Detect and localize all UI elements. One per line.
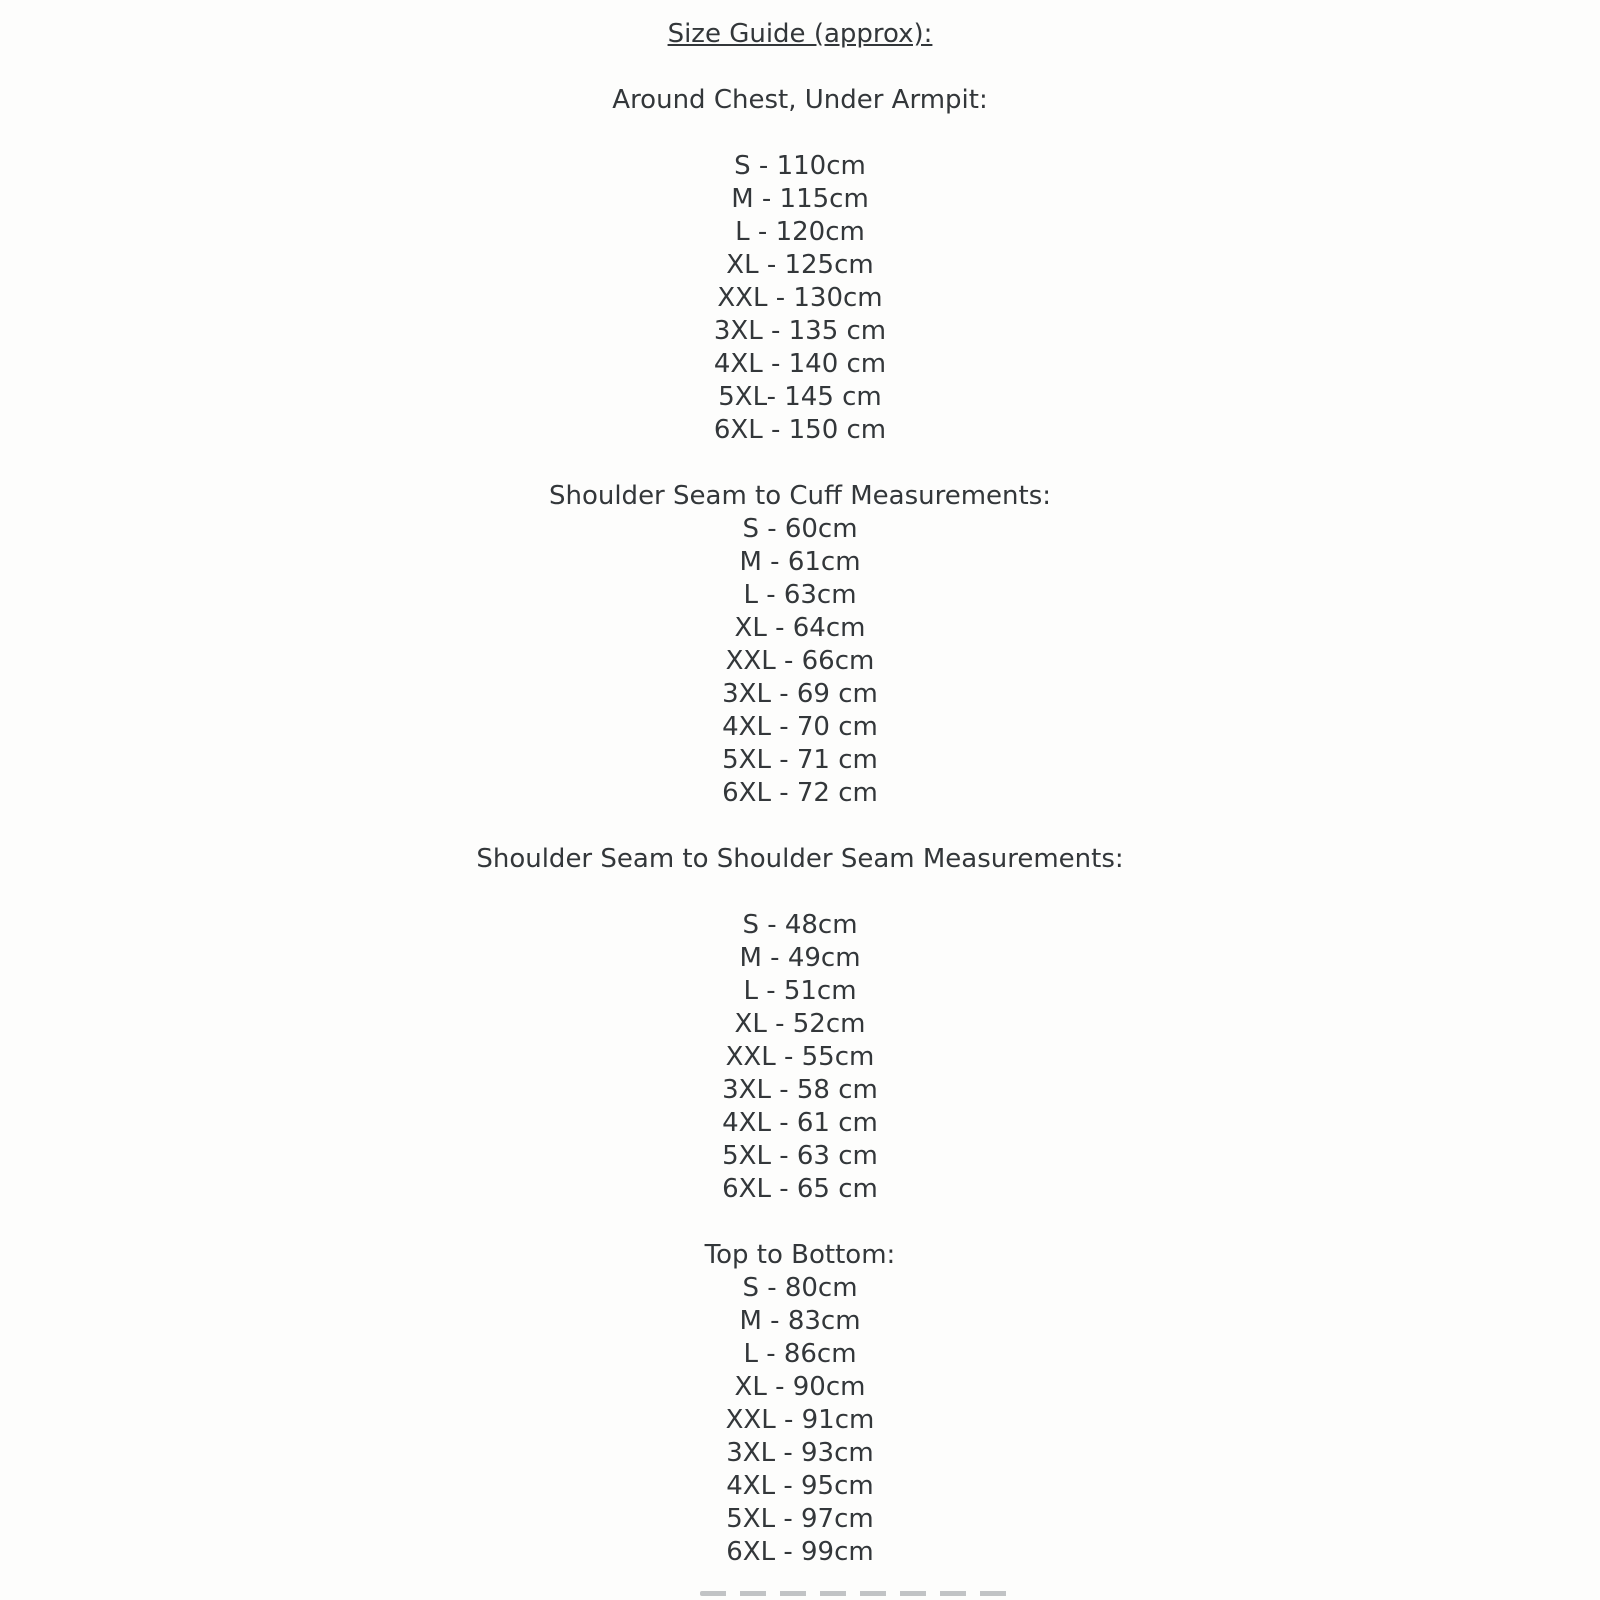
size-line: M - 49cm (739, 943, 861, 973)
section-shoulder-to-cuff (0, 480, 1600, 810)
size-line: L - 86cm (743, 1339, 857, 1369)
size-line: 6XL - 150 cm (713, 415, 887, 445)
size-line: L - 120cm (735, 217, 865, 247)
size-list-top-to-bottom (0, 1272, 1600, 1569)
size-line: XL - 52cm (734, 1009, 866, 1039)
size-line: L - 51cm (743, 976, 857, 1006)
size-line: 4XL - 61 cm (722, 1108, 878, 1138)
size-line: XXL - 130cm (717, 283, 883, 313)
size-line: S - 110cm (734, 151, 866, 181)
size-line: XL - 125cm (726, 250, 874, 280)
size-line: M - 61cm (739, 547, 861, 577)
cutoff-text-remnant (700, 1591, 1020, 1596)
size-line: L - 63cm (743, 580, 857, 610)
size-line: 3XL - 93cm (726, 1438, 874, 1468)
section-header-top-to-bottom: Top to Bottom: (704, 1240, 896, 1270)
size-line: 5XL - 63 cm (722, 1141, 878, 1171)
size-line: 6XL - 65 cm (722, 1174, 878, 1204)
size-line: 4XL - 140 cm (713, 349, 887, 379)
size-line: 5XL - 97cm (726, 1504, 874, 1534)
size-line: M - 115cm (731, 184, 869, 214)
section-top-to-bottom (0, 1239, 1600, 1569)
size-line: 3XL - 135 cm (713, 316, 887, 346)
size-line: 4XL - 70 cm (722, 712, 878, 742)
size-list-shoulder-to-shoulder (0, 909, 1600, 1206)
size-line: 4XL - 95cm (726, 1471, 874, 1501)
size-line: XXL - 55cm (725, 1042, 875, 1072)
size-line: XXL - 91cm (725, 1405, 875, 1435)
size-line: S - 48cm (742, 910, 858, 940)
size-line: M - 83cm (739, 1306, 861, 1336)
size-line: XL - 90cm (734, 1372, 866, 1402)
section-header-shoulder-to-shoulder: Shoulder Seam to Shoulder Seam Measurements: (476, 844, 1124, 874)
size-line: XL - 64cm (734, 613, 866, 643)
size-line: 3XL - 69 cm (722, 679, 878, 709)
size-list-shoulder-to-cuff (0, 513, 1600, 810)
size-line: 6XL - 72 cm (722, 778, 878, 808)
size-line: XXL - 66cm (725, 646, 875, 676)
size-line: 5XL - 71 cm (722, 745, 878, 775)
size-line: S - 80cm (742, 1273, 858, 1303)
size-line: S - 60cm (742, 514, 858, 544)
size-line: 3XL - 58 cm (722, 1075, 878, 1105)
section-shoulder-to-shoulder (0, 843, 1600, 1206)
size-line: 5XL- 145 cm (718, 382, 882, 412)
size-list-around-chest (0, 150, 1600, 447)
page-title: Size Guide (approx): (667, 19, 933, 49)
section-header-shoulder-to-cuff: Shoulder Seam to Cuff Measurements: (548, 481, 1052, 511)
section-header-around-chest: Around Chest, Under Armpit: (612, 85, 988, 115)
size-line: 6XL - 99cm (726, 1537, 874, 1567)
section-around-chest (0, 84, 1600, 447)
